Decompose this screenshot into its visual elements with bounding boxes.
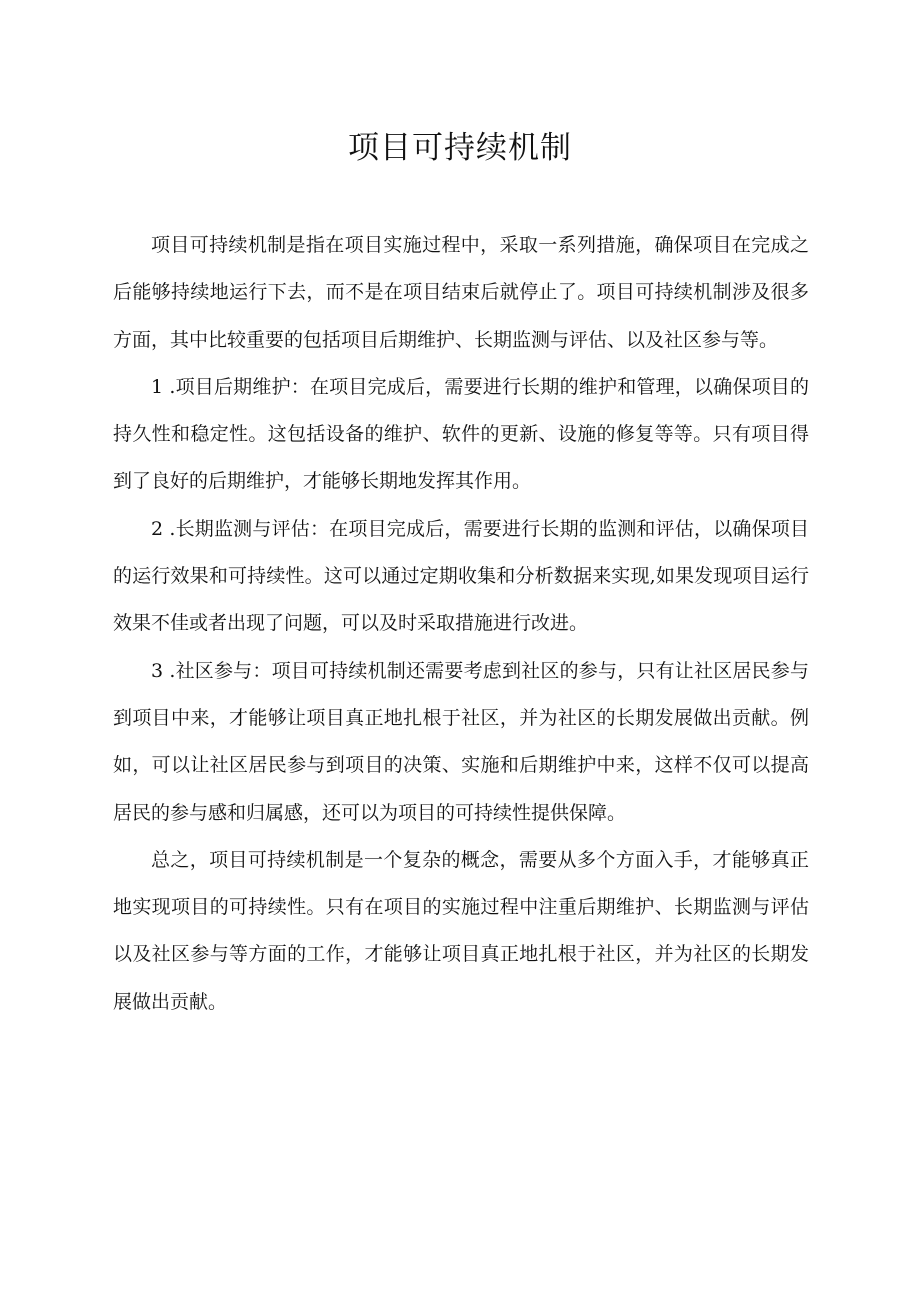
paragraph-intro: 项目可持续机制是指在项目实施过程中，采取一系列措施，确保项目在完成之后能够持续地运行下去，而不是在项目结束后就停止了。项目可持续机制涉及很多方面，其中比较重要的包括项目后期维护、长期监测与评估、以及社区参与等。 <box>113 234 809 351</box>
paragraph-conclusion: 总之，项目可持续机制是一个复杂的概念，需要从多个方面入手，才能够真正地实现项目的可持续性。只有在项目的实施过程中注重后期维护、长期监测与评估以及社区参与等方面的工作，才能够让项目真正地扎根于社区，并为社区的长期发展做出贡献。 <box>113 848 809 1013</box>
paragraph-maintenance: 1 .项目后期维护：在项目完成后，需要进行长期的维护和管理，以确保项目的持久性和稳定性。这包括设备的维护、软件的更新、设施的修复等等。只有项目得到了良好的后期维护，才能够长期地发挥其作用。 <box>113 375 809 493</box>
paragraph-monitoring: 2 .长期监测与评估：在项目完成后，需要进行长期的监测和评估，以确保项目的运行效果和可持续性。这可以通过定期收集和分析数据来实现,如果发现项目运行效果不佳或者出现了问题，可以及时采取措施进行改进。 <box>113 517 809 635</box>
document-body <box>113 222 809 1026</box>
paragraph-community: 3 .社区参与：项目可持续机制还需要考虑到社区的参与，只有让社区居民参与到项目中来，才能够让项目真正地扎根于社区，并为社区的长期发展做出贡献。例如，可以让社区居民参与到项目的决策、实施和后期维护中来，这样不仅可以提高居民的参与感和归属感，还可以为项目的可持续性提供保障。 <box>113 659 809 824</box>
document-title: 项目可持续机制 <box>348 130 572 166</box>
